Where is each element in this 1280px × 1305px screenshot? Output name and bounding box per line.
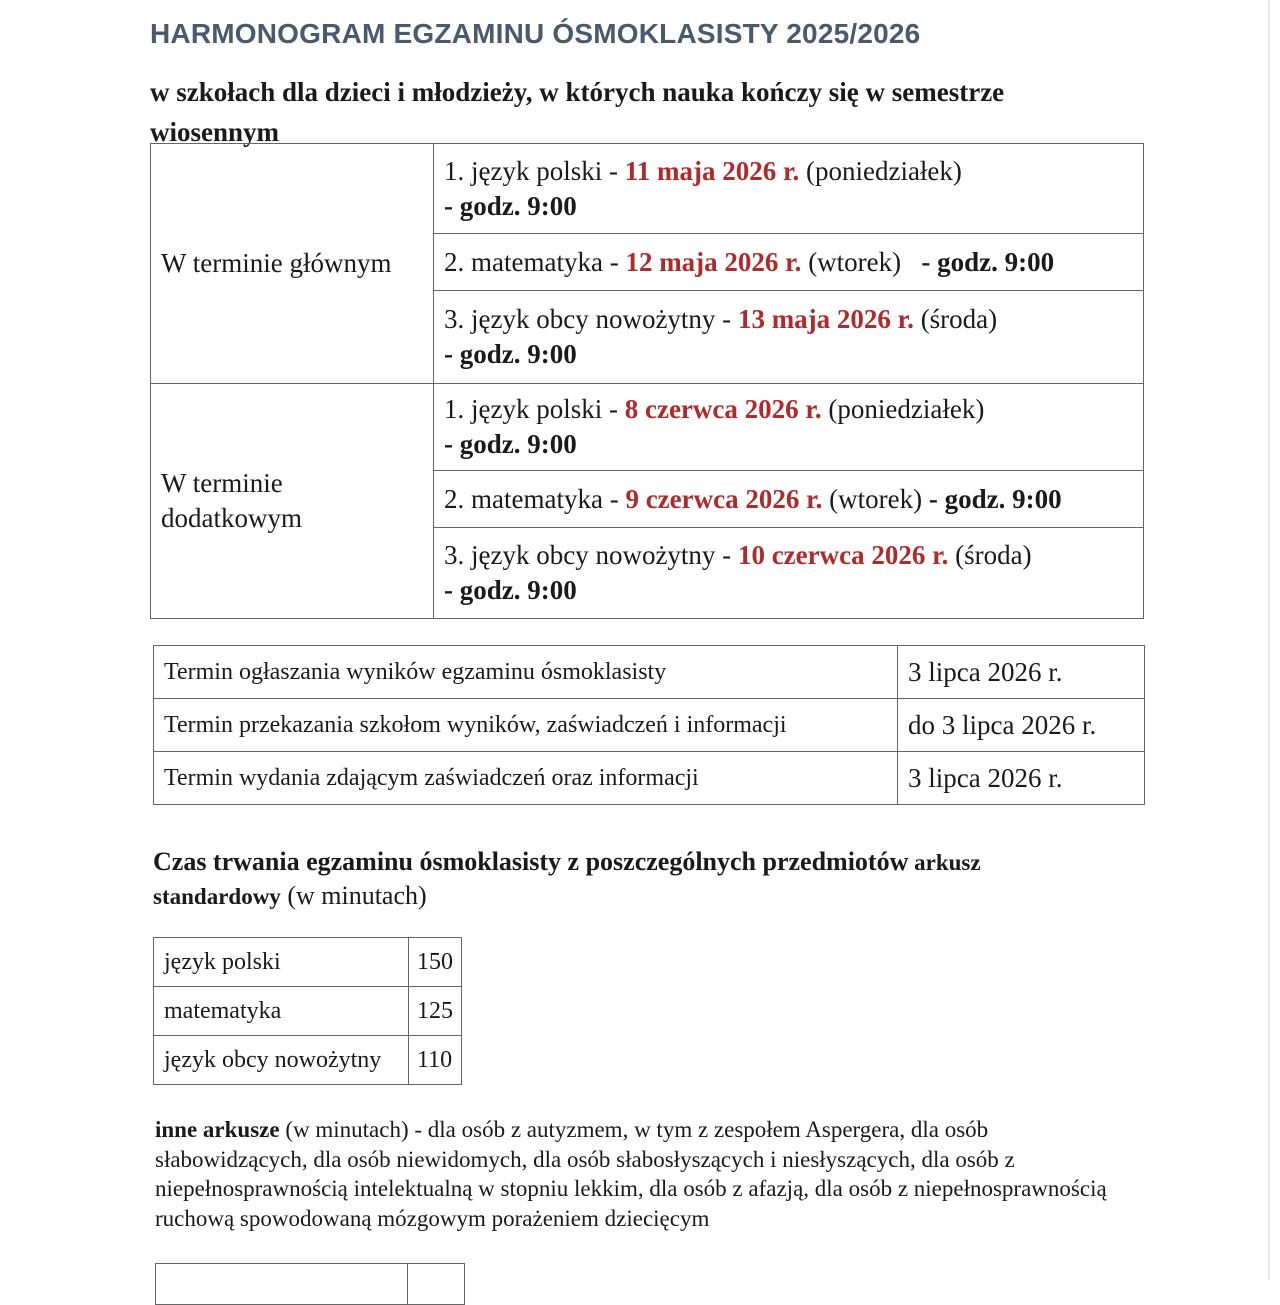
- exam-entry: [434, 528, 1144, 619]
- para-text: (w minutach) - dla osób z autyzmem, w tym z zespołem Aspergera, dla osób słabowidzących, dla osób niewidomych, dla osób słabosłyszących i niesłyszących, dla osób z niepełnosprawnością intelektualną w stopniu lekkim, dla osób z afazją, dla osób z niepełnosprawnością ruchową spowodowaną mózgowym porażeniem dziecięcym: [155, 1117, 1107, 1231]
- heading-small: arkusz standardowy: [153, 850, 981, 909]
- minutes: 150: [409, 938, 462, 987]
- subject: [156, 1264, 408, 1305]
- exam-entry: [434, 234, 1144, 291]
- exam-weekday: (środa): [913, 304, 998, 334]
- duration-heading: [153, 845, 1093, 913]
- page-title: HARMONOGRAM EGZAMINU ÓSMOKLASISTY 2025/2026: [150, 18, 921, 49]
- heading-bold: Czas trwania egzaminu ósmoklasisty z poszczególnych przedmiotów: [153, 847, 909, 876]
- other-sheets-paragraph: [155, 1115, 1125, 1233]
- exam-date: 9 czerwca 2026 r.: [625, 483, 823, 514]
- exam-subject: 1. język polski -: [444, 155, 625, 186]
- row-value: 3 lipca 2026 r.: [898, 752, 1145, 805]
- table-row: [151, 384, 1144, 471]
- other-duration-table: [155, 1263, 465, 1305]
- table-row: [154, 938, 462, 987]
- page-edge: [1268, 0, 1270, 1280]
- exam-entry: [434, 144, 1144, 234]
- minutes: 125: [409, 987, 462, 1036]
- exam-subject: 1. język polski -: [444, 394, 625, 424]
- exam-time: - godz. 9:00: [928, 483, 1062, 514]
- exam-date: 10 czerwca 2026 r.: [737, 540, 949, 570]
- exam-time: - godz. 9:00: [921, 246, 1055, 277]
- minutes: [408, 1264, 465, 1305]
- subject: matematyka: [154, 987, 409, 1036]
- exam-time: - godz. 9:00: [444, 190, 577, 221]
- exam-time: - godz. 9:00: [444, 339, 577, 369]
- subject: język obcy nowożytny: [154, 1036, 409, 1085]
- exam-subject: 2. matematyka -: [444, 483, 626, 514]
- exam-date: 8 czerwca 2026 r.: [624, 394, 822, 424]
- term-label: W terminie dodatkowym: [151, 384, 434, 619]
- table-row: [156, 1264, 465, 1305]
- results-table: [153, 645, 1145, 805]
- exam-time: - godz. 9:00: [444, 575, 577, 605]
- subject: język polski: [154, 938, 409, 987]
- subtitle: w szkołach dla dzieci i młodzieży, w których nauka kończy się w semestrze wiosennym: [150, 77, 1005, 147]
- row-label: Termin ogłaszania wyników egzaminu ósmoklasisty: [154, 646, 898, 699]
- exam-entry: [434, 384, 1144, 471]
- term-label: W terminie głównym: [151, 144, 434, 384]
- table-row: [154, 1036, 462, 1085]
- exam-date: 11 maja 2026 r.: [624, 155, 800, 186]
- table-row: [154, 752, 1145, 805]
- row-value: 3 lipca 2026 r.: [898, 646, 1145, 699]
- exam-entry: [434, 471, 1144, 528]
- exam-weekday: (środa): [948, 540, 1032, 570]
- table-row: [154, 646, 1145, 699]
- minutes: 110: [409, 1036, 462, 1085]
- table-row: [154, 987, 462, 1036]
- exam-time: - godz. 9:00: [444, 429, 577, 459]
- row-label: Termin przekazania szkołom wyników, zaświadczeń i informacji: [154, 699, 898, 752]
- table-row: [151, 144, 1144, 234]
- heading-rest: (w minutach): [280, 881, 427, 910]
- exam-entry: [434, 291, 1144, 384]
- row-value: do 3 lipca 2026 r.: [898, 699, 1145, 752]
- duration-table: [153, 937, 462, 1085]
- exam-subject: 2. matematyka -: [444, 246, 626, 277]
- exam-weekday: (wtorek): [801, 246, 922, 277]
- row-label: Termin wydania zdającym zaświadczeń oraz informacji: [154, 752, 898, 805]
- table-row: [154, 699, 1145, 752]
- exam-date: 13 maja 2026 r.: [737, 304, 914, 334]
- exam-weekday: (poniedziałek): [799, 155, 962, 186]
- para-bold: inne arkusze: [155, 1117, 280, 1142]
- exam-date: 12 maja 2026 r.: [625, 246, 802, 277]
- exam-weekday: (poniedziałek): [821, 394, 985, 424]
- exam-subject: 3. język obcy nowożytny -: [444, 540, 738, 570]
- exam-subject: 3. język obcy nowożytny -: [444, 304, 738, 334]
- exam-weekday: (wtorek): [822, 483, 929, 514]
- schedule-table: [150, 143, 1144, 619]
